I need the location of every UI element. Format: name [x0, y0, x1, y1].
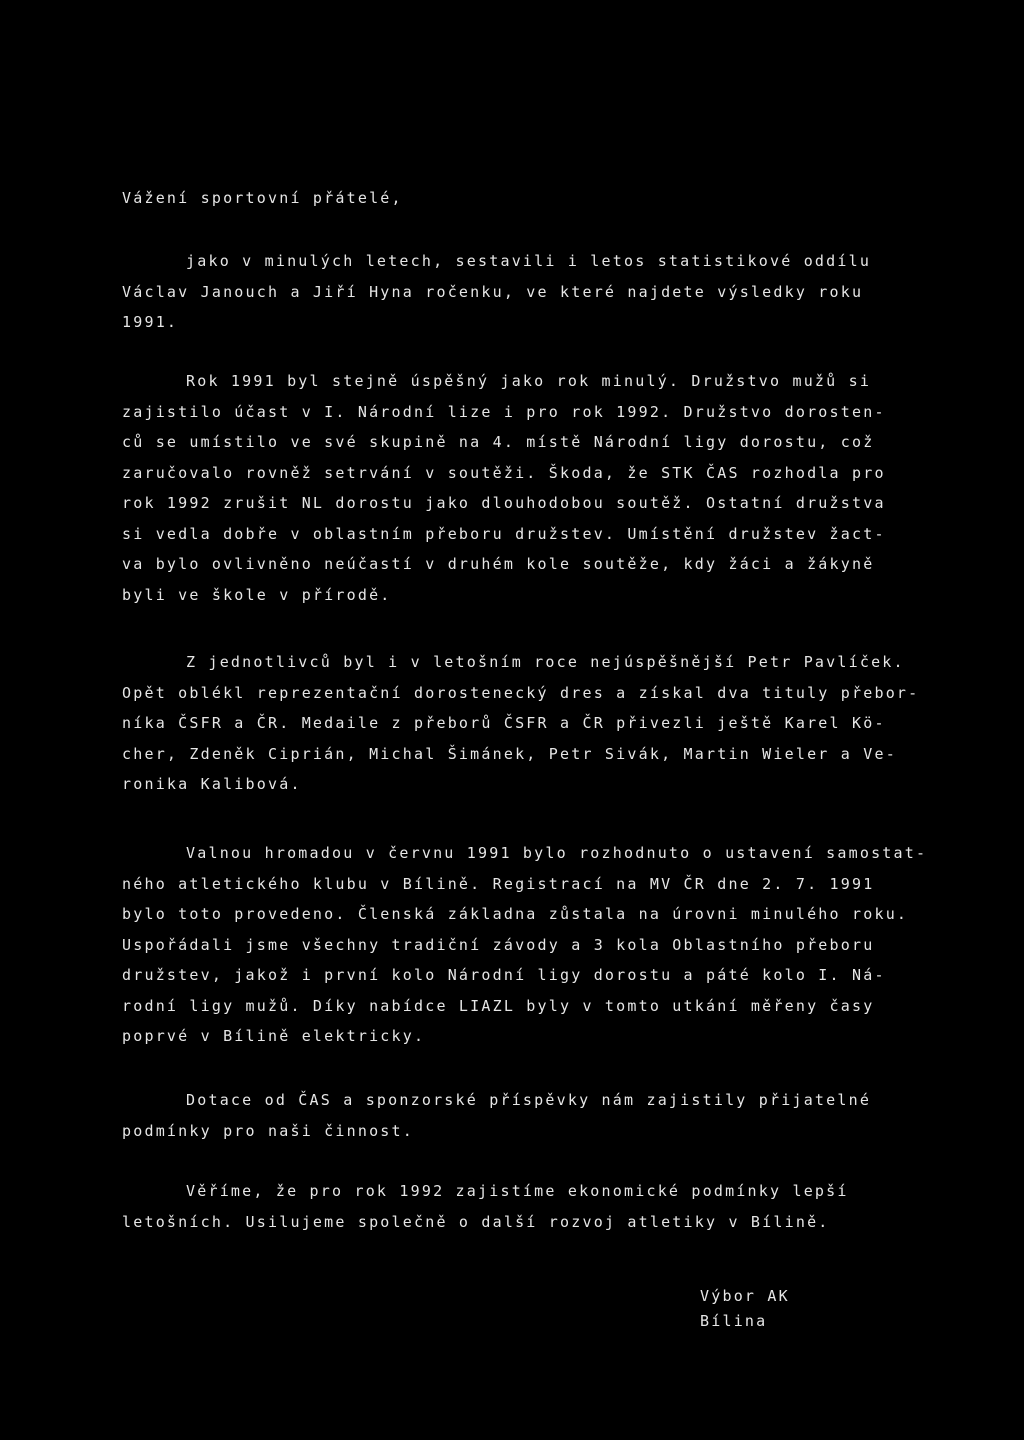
- paragraph-line: ného atletického klubu v Bílině. Registrací na MV ČR dne 2. 7. 1991: [122, 874, 875, 893]
- paragraph-line: zajistilo účast v I. Národní lize i pro rok 1992. Družstvo dorosten-: [122, 402, 886, 421]
- paragraph-line: Opět oblékl reprezentační dorostenecký dres a získal dva tituly přebor-: [122, 683, 920, 702]
- paragraph-line: podmínky pro naši činnost.: [122, 1121, 414, 1140]
- paragraph-line: Dotace od ČAS a sponzorské příspěvky nám zajistily přijatelné: [186, 1091, 872, 1109]
- paragraph-line: rodní ligy mužů. Díky nabídce LIAZL byly v tomto utkání měřeny časy: [122, 996, 875, 1015]
- paragraph-line: jako v minulých letech, sestavili i letos statistikové oddílu: [186, 252, 872, 270]
- signature-town: Bílina: [700, 1312, 768, 1330]
- paragraph-line: Z jednotlivců byl i v letošním roce nejúspěšnější Petr Pavlíček.: [186, 653, 905, 671]
- paragraph-intro: [122, 246, 982, 338]
- paragraph-club: [122, 838, 982, 1052]
- paragraph-individuals: [122, 647, 982, 800]
- paragraph-line: si vedla dobře v oblastním přeboru družstev. Umístění družstev žact-: [122, 524, 886, 543]
- paragraph-line: ců se umístilo ve své skupině na 4. místě Národní ligy dorostu, což: [122, 433, 875, 451]
- paragraph-line: letošních. Usilujeme společně o další rozvoj atletiky v Bílině.: [122, 1212, 830, 1231]
- paragraph-line: 1991.: [122, 313, 179, 331]
- paragraph-line: Uspořádali jsme všechny tradiční závody a 3 kola Oblastního přeboru: [122, 935, 875, 954]
- greeting: [122, 183, 982, 214]
- paragraph-line: níka ČSFR a ČR. Medaile z přeborů ČSFR a ČR přivezli ještě Karel Kö-: [122, 714, 886, 732]
- paragraph-closing: [122, 1176, 982, 1237]
- paragraph-line: Rok 1991 byl stejně úspěšný jako rok minulý. Družstvo mužů si: [186, 372, 872, 390]
- greeting-line: Vážení sportovní přátelé,: [122, 189, 403, 207]
- paragraph-line: Valnou hromadou v červnu 1991 bylo rozhodnuto o ustavení samostat-: [186, 844, 928, 862]
- paragraph-teams: [122, 366, 982, 610]
- signature-committee: Výbor AK: [700, 1287, 790, 1305]
- paragraph-line: bylo toto provedeno. Členská základna zůstala na úrovni minulého roku.: [122, 905, 909, 923]
- paragraph-funding: [122, 1085, 982, 1146]
- paragraph-line: cher, Zdeněk Ciprián, Michal Šimánek, Petr Sivák, Martin Wieler a Ve-: [122, 744, 897, 763]
- paragraph-line: byli ve škole v přírodě.: [122, 585, 392, 604]
- paragraph-line: va bylo ovlivněno neúčastí v druhém kole soutěže, kdy žáci a žákyně: [122, 555, 875, 573]
- signature-block: [700, 1284, 790, 1334]
- paragraph-line: družstev, jakož i první kolo Národní ligy dorostu a páté kolo I. Ná-: [122, 966, 886, 984]
- paragraph-line: Věříme, že pro rok 1992 zajistíme ekonomické podmínky lepší: [186, 1182, 849, 1200]
- paragraph-line: rok 1992 zrušit NL dorostu jako dlouhodobou soutěž. Ostatní družstva: [122, 494, 886, 512]
- paragraph-line: Václav Janouch a Jiří Hyna ročenku, ve které najdete výsledky roku: [122, 282, 864, 301]
- paragraph-line: poprvé v Bílině elektricky.: [122, 1027, 426, 1045]
- paragraph-line: ronika Kalibová.: [122, 775, 302, 793]
- paragraph-line: zaručovalo rovněž setrvání v soutěži. Škoda, že STK ČAS rozhodla pro: [122, 463, 886, 482]
